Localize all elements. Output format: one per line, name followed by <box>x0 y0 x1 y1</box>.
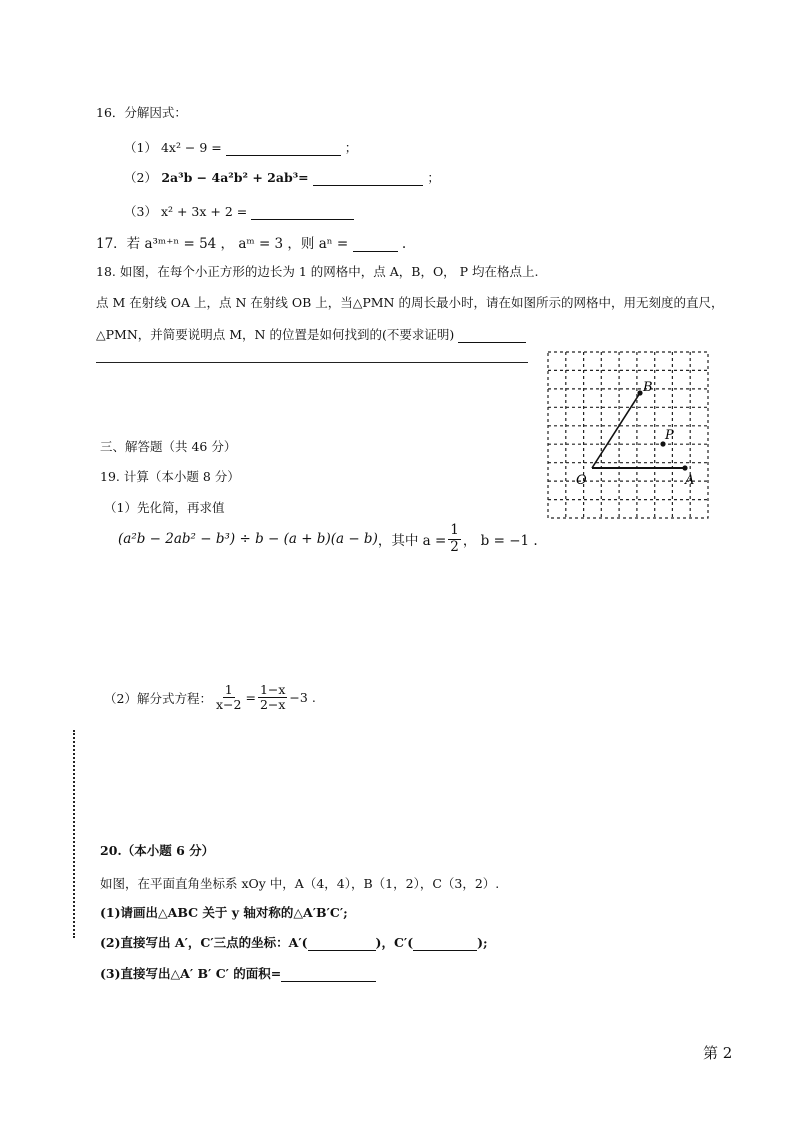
q19-part1-expr: (a²b − 2ab² − b³) ÷ b − (a + b)(a − b) <box>118 531 378 548</box>
q16-item-1-end: ； <box>344 140 358 155</box>
q20-part-1: (1)请画出△ABC 关于 y 轴对称的△A′B′C′; <box>100 905 348 920</box>
q20-part-2 <box>100 933 488 951</box>
q20-part-3-text: (3)直接写出△A′ B′ C′ 的面积= <box>100 966 282 981</box>
q16-item-1 <box>124 138 357 156</box>
q20-a-prime-blank[interactable] <box>308 937 376 951</box>
q17 <box>96 232 406 252</box>
q20-part-3 <box>100 964 376 982</box>
label-a: A <box>685 473 695 488</box>
q16-item-2-expr: 2a³b − 4a²b² + 2ab³= <box>161 170 309 185</box>
q19-fraction-2 <box>258 683 287 713</box>
label-p: P <box>665 428 674 443</box>
q19-fraction-1 <box>214 683 243 713</box>
q18-answer-blank[interactable] <box>458 329 526 343</box>
q19-part2 <box>104 683 316 713</box>
q16-item-3 <box>124 202 354 220</box>
q19-title: 19. 计算（本小题 8 分） <box>100 469 240 484</box>
q19-part2-title: （2）解分式方程： <box>104 690 212 706</box>
q20-intro: 如图，在平面直角坐标系 xOy 中，A（4，4），B（1，2），C（3，2）. <box>100 876 500 891</box>
q16-item-3-expr: x² + 3x + 2 = <box>160 204 248 219</box>
q19-fraction-2-den: 2−x <box>259 697 286 713</box>
q17-text: 17．若 a³ᵐ⁺ⁿ = 54 ， aᵐ = 3 ，则 aⁿ = <box>96 236 349 252</box>
q20-part-2-end: ); <box>477 935 488 950</box>
q17-answer-blank[interactable] <box>353 238 398 252</box>
q19-fraction-a-den: 2 <box>450 538 459 555</box>
ray-ob <box>592 393 640 468</box>
q19-equals: = <box>245 690 256 706</box>
section-3-title: 三、解答题（共 46 分） <box>100 439 237 454</box>
q20-part-2-prefix: (2)直接写出 A′，C′三点的坐标：A′( <box>100 935 308 950</box>
q19-part1-expression <box>118 523 538 555</box>
q19-fraction-a-num: 1 <box>450 522 459 538</box>
q20-title: 20.（本小题 6 分） <box>100 843 215 858</box>
q18-line-3 <box>96 325 526 343</box>
q16-item-3-num: （3） <box>124 204 157 219</box>
q20-area-blank[interactable] <box>281 968 376 982</box>
q19-part1-cond-prefix: ，其中 a = <box>377 533 447 550</box>
q19-fraction-1-den: x−2 <box>215 697 242 713</box>
q18-answer-line[interactable] <box>96 362 528 363</box>
q20-c-prime-blank[interactable] <box>413 937 477 951</box>
q18-line-1: 18. 如图，在每个小正方形的边长为 1 的网格中，点 A，B，O， P 均在格点上. <box>96 264 539 279</box>
q19-fraction-2-num: 1−x <box>259 682 286 697</box>
q19-part1-title: （1）先化简，再求值 <box>104 500 225 515</box>
q18-line-2: 点 M 在射线 OA 上，点 N 在射线 OB 上，当△PMN 的周长最小时，请在如图所示的网格中，用无刻度的直尺， <box>96 295 724 310</box>
binding-dotted-line <box>73 730 75 938</box>
q19-part1-cond-suffix: ， b = −1 . <box>462 533 538 550</box>
label-o: O <box>576 473 587 488</box>
q19-fraction-a <box>448 523 461 555</box>
q16-item-2 <box>124 168 440 186</box>
q18-grid-figure <box>546 350 710 520</box>
q16-item-1-num: （1） <box>124 140 157 155</box>
q16-item-1-answer-blank[interactable] <box>226 142 341 156</box>
q16-item-3-answer-blank[interactable] <box>251 206 354 220</box>
q17-end: . <box>401 236 407 252</box>
point-a <box>682 465 687 470</box>
q16-item-2-answer-blank[interactable] <box>313 172 423 186</box>
q16-item-2-end: ； <box>427 170 440 185</box>
q16-item-1-expr: 4x² − 9 = <box>160 140 222 155</box>
point-b <box>637 390 642 395</box>
q16-item-2-num: （2） <box>124 170 157 185</box>
label-b: B <box>643 380 653 395</box>
q20-part-2-mid: )，C′( <box>375 935 414 950</box>
q16-title: 16．分解因式： <box>96 105 187 120</box>
q19-fraction-1-num: 1 <box>224 682 233 697</box>
grid-lines <box>548 352 708 518</box>
page-number: 第 2 <box>703 1044 733 1062</box>
q19-tail: −3 . <box>289 690 316 706</box>
q18-line-3-text: △PMN，并简要说明点 M，N 的位置是如何找到的(不要求证明) <box>96 327 455 342</box>
